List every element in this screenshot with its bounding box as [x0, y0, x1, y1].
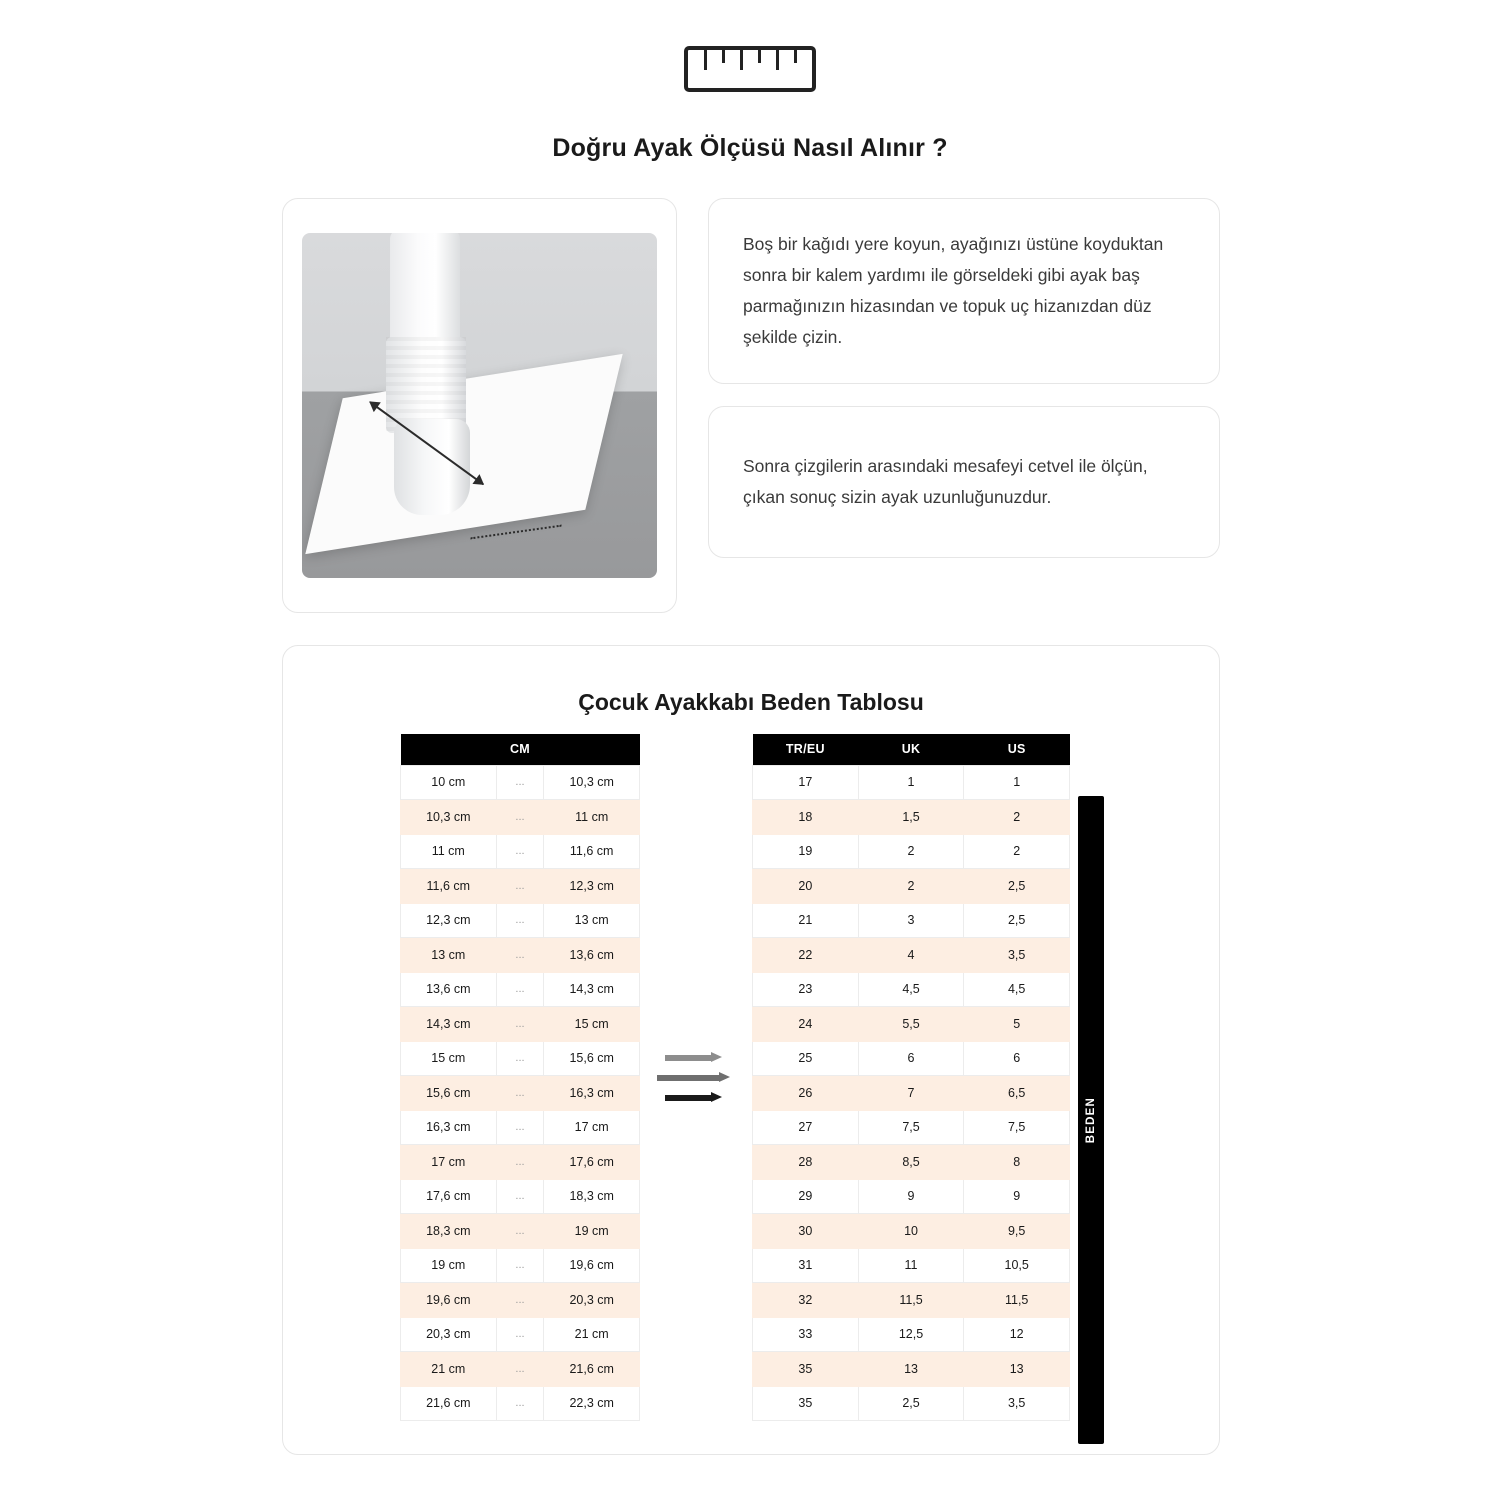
table-row [401, 1110, 640, 1145]
table-row [401, 834, 640, 869]
cm-low: 14,3 cm [401, 1007, 497, 1042]
table-row [401, 1007, 640, 1042]
cm-separator: ... [496, 1352, 544, 1387]
table-row [401, 972, 640, 1007]
table-row [753, 1076, 1070, 1111]
table-row [753, 1041, 1070, 1076]
cm-low: 11,6 cm [401, 869, 497, 904]
size-us: 3,5 [964, 1386, 1070, 1421]
instruction-card-2 [708, 406, 1220, 558]
table-row [401, 1214, 640, 1249]
cm-low: 16,3 cm [401, 1110, 497, 1145]
table-row [401, 1352, 640, 1387]
cm-table-header-row [401, 734, 640, 765]
size-us: 1 [964, 765, 1070, 800]
cm-separator: ... [496, 903, 544, 938]
size-table-card [282, 645, 1220, 1455]
cm-low: 17 cm [401, 1145, 497, 1180]
arrow-icon-1 [665, 1052, 727, 1063]
cm-header: CM [401, 734, 640, 765]
table-row [753, 834, 1070, 869]
cm-high: 13,6 cm [544, 938, 640, 973]
size-us: 6 [964, 1041, 1070, 1076]
cm-high: 10,3 cm [544, 765, 640, 800]
cm-low: 21 cm [401, 1352, 497, 1387]
table-row [401, 1041, 640, 1076]
cm-high: 11 cm [544, 800, 640, 835]
size-tr-eu: 33 [753, 1317, 859, 1352]
cm-high: 15,6 cm [544, 1041, 640, 1076]
size-tr-eu: 35 [753, 1352, 859, 1387]
cm-separator: ... [496, 1248, 544, 1283]
size-uk: 3 [858, 903, 964, 938]
size-tr-eu: 23 [753, 972, 859, 1007]
table-row [753, 938, 1070, 973]
cm-separator: ... [496, 869, 544, 904]
cm-high: 11,6 cm [544, 834, 640, 869]
table-row [401, 765, 640, 800]
cm-high: 19,6 cm [544, 1248, 640, 1283]
table-row [401, 800, 640, 835]
table-row [401, 903, 640, 938]
arrows-group [640, 1052, 752, 1103]
size-uk: 4,5 [858, 972, 964, 1007]
size-us: 2 [964, 834, 1070, 869]
size-uk: 7 [858, 1076, 964, 1111]
size-uk: 1,5 [858, 800, 964, 835]
cm-high: 18,3 cm [544, 1179, 640, 1214]
instruction-text-2: Sonra çizgilerin arasındaki mesafeyi cetvel ile ölçün, çıkan sonuç sizin ayak uzunluğunuzdur. [743, 456, 1148, 507]
cm-separator: ... [496, 1007, 544, 1042]
table-row [753, 800, 1070, 835]
instructions-column [708, 198, 1220, 558]
cm-separator: ... [496, 1041, 544, 1076]
cm-separator: ... [496, 834, 544, 869]
size-us: 3,5 [964, 938, 1070, 973]
size-tr-eu: 26 [753, 1076, 859, 1111]
table-row [753, 1214, 1070, 1249]
cm-high: 20,3 cm [544, 1283, 640, 1318]
cm-separator: ... [496, 1283, 544, 1318]
table-row [401, 1076, 640, 1111]
size-uk: 11 [858, 1248, 964, 1283]
size-tr-eu: 28 [753, 1145, 859, 1180]
cm-separator: ... [496, 972, 544, 1007]
foot-measurement-photo [302, 233, 657, 578]
table-row [401, 938, 640, 973]
size-tr-eu: 32 [753, 1283, 859, 1318]
size-table-title: Çocuk Ayakkabı Beden Tablosu [578, 689, 924, 715]
header-tr-eu: TR/EU [753, 734, 859, 765]
cm-low: 17,6 cm [401, 1179, 497, 1214]
table-row [753, 1145, 1070, 1180]
cm-low: 15 cm [401, 1041, 497, 1076]
size-tr-eu: 27 [753, 1110, 859, 1145]
cm-separator: ... [496, 1145, 544, 1180]
size-tr-eu: 17 [753, 765, 859, 800]
header-us: US [964, 734, 1070, 765]
arrow-icon-2 [657, 1072, 735, 1083]
cm-high: 16,3 cm [544, 1076, 640, 1111]
table-row [753, 765, 1070, 800]
cm-high: 17 cm [544, 1110, 640, 1145]
size-tr-eu: 31 [753, 1248, 859, 1283]
cm-separator: ... [496, 1110, 544, 1145]
cm-separator: ... [496, 1317, 544, 1352]
cm-high: 17,6 cm [544, 1145, 640, 1180]
size-uk: 9 [858, 1179, 964, 1214]
size-tr-eu: 18 [753, 800, 859, 835]
cm-low: 13,6 cm [401, 972, 497, 1007]
table-row [401, 1179, 640, 1214]
size-us: 10,5 [964, 1248, 1070, 1283]
cm-low: 10,3 cm [401, 800, 497, 835]
cm-low: 20,3 cm [401, 1317, 497, 1352]
table-row [753, 869, 1070, 904]
cm-low: 12,3 cm [401, 903, 497, 938]
size-uk: 10 [858, 1214, 964, 1249]
cm-high: 19 cm [544, 1214, 640, 1249]
tables-row [283, 734, 1221, 1444]
table-row [401, 869, 640, 904]
table-row [753, 1317, 1070, 1352]
table-row [753, 1007, 1070, 1042]
page-title: Doğru Ayak Ölçüsü Nasıl Alınır ? [552, 134, 948, 162]
size-table-header-row [753, 734, 1070, 765]
table-row [753, 1283, 1070, 1318]
cm-low: 13 cm [401, 938, 497, 973]
cm-low: 21,6 cm [401, 1386, 497, 1421]
ruler-icon [684, 46, 816, 92]
size-us: 12 [964, 1317, 1070, 1352]
table-row [753, 1179, 1070, 1214]
instruction-card-1 [708, 198, 1220, 384]
size-uk: 2,5 [858, 1386, 964, 1421]
ruler-icon-wrap [0, 46, 1500, 92]
size-us: 13 [964, 1352, 1070, 1387]
table-row [753, 903, 1070, 938]
table-row [753, 972, 1070, 1007]
cm-low: 10 cm [401, 765, 497, 800]
size-us: 11,5 [964, 1283, 1070, 1318]
table-row [401, 1248, 640, 1283]
size-uk: 6 [858, 1041, 964, 1076]
cm-table [400, 734, 640, 1421]
table-row [401, 1145, 640, 1180]
table-row [401, 1317, 640, 1352]
cm-separator: ... [496, 1214, 544, 1249]
cm-low: 11 cm [401, 834, 497, 869]
size-tr-eu: 22 [753, 938, 859, 973]
size-us: 8 [964, 1145, 1070, 1180]
size-uk: 8,5 [858, 1145, 964, 1180]
cm-high: 21 cm [544, 1317, 640, 1352]
size-uk: 4 [858, 938, 964, 973]
size-us: 9,5 [964, 1214, 1070, 1249]
size-us: 6,5 [964, 1076, 1070, 1111]
cm-high: 15 cm [544, 1007, 640, 1042]
size-uk: 2 [858, 834, 964, 869]
cm-high: 12,3 cm [544, 869, 640, 904]
size-uk: 13 [858, 1352, 964, 1387]
size-us: 5 [964, 1007, 1070, 1042]
table-row [753, 1110, 1070, 1145]
cm-low: 19,6 cm [401, 1283, 497, 1318]
cm-low: 19 cm [401, 1248, 497, 1283]
size-uk: 5,5 [858, 1007, 964, 1042]
size-tr-eu: 21 [753, 903, 859, 938]
table-row [753, 1248, 1070, 1283]
size-tr-eu: 29 [753, 1179, 859, 1214]
table-row [753, 1386, 1070, 1421]
cm-separator: ... [496, 1076, 544, 1111]
size-us: 4,5 [964, 972, 1070, 1007]
cm-high: 21,6 cm [544, 1352, 640, 1387]
cm-high: 13 cm [544, 903, 640, 938]
size-us: 7,5 [964, 1110, 1070, 1145]
size-uk: 1 [858, 765, 964, 800]
size-tr-eu: 25 [753, 1041, 859, 1076]
size-uk: 11,5 [858, 1283, 964, 1318]
size-us: 9 [964, 1179, 1070, 1214]
dotted-line [470, 525, 561, 540]
size-tr-eu: 35 [753, 1386, 859, 1421]
size-uk: 2 [858, 869, 964, 904]
beden-bar [1078, 796, 1104, 1444]
header-uk: UK [858, 734, 964, 765]
cm-separator: ... [496, 1386, 544, 1421]
instruction-text-1: Boş bir kağıdı yere koyun, ayağınızı üstüne koyduktan sonra bir kalem yardımı ile görseldeki gibi ayak baş parmağınızın hizasından ve topuk uç hizanızdan düz şekilde çizin. [743, 234, 1164, 347]
cm-high: 22,3 cm [544, 1386, 640, 1421]
table-row [401, 1283, 640, 1318]
size-tr-eu: 24 [753, 1007, 859, 1042]
foot-photo-card [282, 198, 677, 613]
cm-high: 14,3 cm [544, 972, 640, 1007]
size-tr-eu: 30 [753, 1214, 859, 1249]
cm-low: 18,3 cm [401, 1214, 497, 1249]
size-tr-eu: 19 [753, 834, 859, 869]
cm-separator: ... [496, 800, 544, 835]
table-row [401, 1386, 640, 1421]
cm-low: 15,6 cm [401, 1076, 497, 1111]
cm-separator: ... [496, 765, 544, 800]
size-table [752, 734, 1070, 1421]
size-uk: 12,5 [858, 1317, 964, 1352]
cm-separator: ... [496, 1179, 544, 1214]
size-us: 2,5 [964, 869, 1070, 904]
size-us: 2 [964, 800, 1070, 835]
size-us: 2,5 [964, 903, 1070, 938]
table-row [753, 1352, 1070, 1387]
size-tr-eu: 20 [753, 869, 859, 904]
size-uk: 7,5 [858, 1110, 964, 1145]
arrow-icon-3 [665, 1092, 727, 1103]
cm-separator: ... [496, 938, 544, 973]
beden-label: BEDEN [1085, 1096, 1097, 1144]
